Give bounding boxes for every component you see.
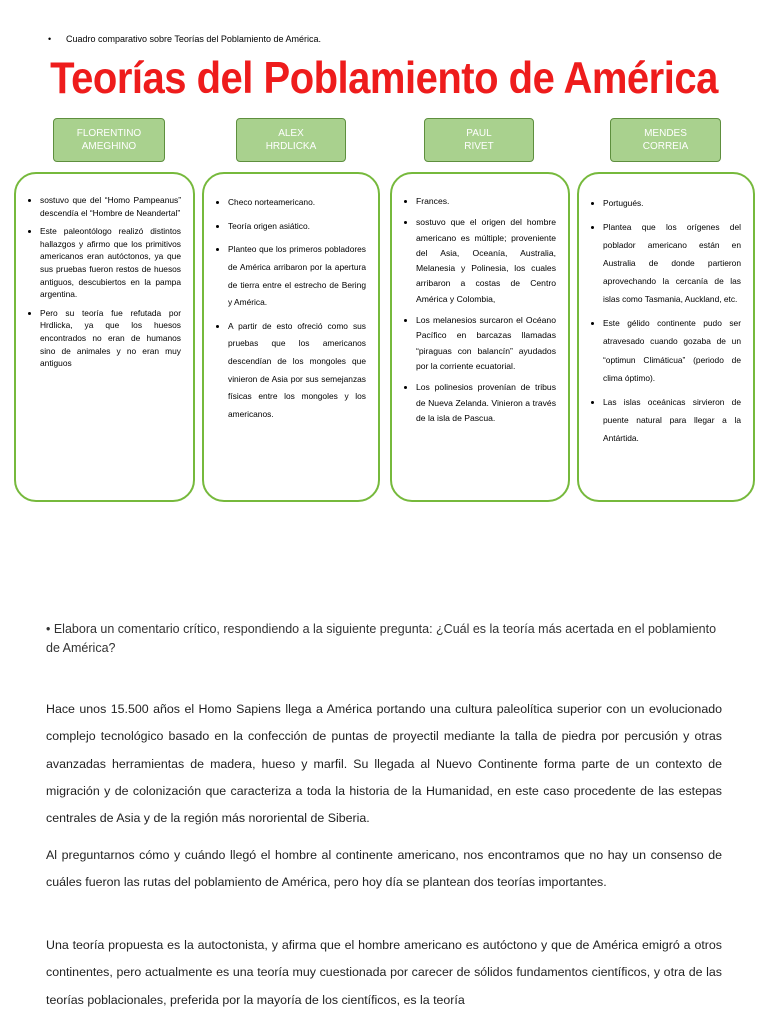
list-item: • Este gélido continente pudo ser atravesado cuando gozaba de un “optimun Climáticua” (periodo de clima óptimo). (603, 314, 741, 386)
header-line: CORREIA (642, 141, 689, 152)
card-correia (577, 172, 755, 502)
list-item: • sostuvo que del “Homo Pampeanus” descendía el “Hombre de Neandertal” (40, 194, 181, 219)
header-line: HRDLICKA (265, 141, 317, 152)
paragraph: Al preguntarnos cómo y cuándo llegó el hombre al continente americano, nos encontramos que no hay un consenso de cuáles fueron las rutas del poblamiento de América, pero hoy día se plantean dos teorías importantes. (46, 848, 722, 890)
list-item: • Las islas oceánicas sirvieron de puente natural para llegar a la Antártida. (603, 393, 741, 447)
header-correia (610, 118, 721, 162)
top-note (48, 34, 321, 44)
header-line: AMEGHINO (81, 141, 137, 152)
list-item: • Frances. (416, 194, 556, 209)
header-line: ALEX (278, 127, 304, 139)
list-item: • Los melanesios surcaron el Océano Pacífico en barcazas llamadas “piraguas con balancín” ayudados por la corriente ecuatorial. (416, 313, 556, 374)
paragraph: Hace unos 15.500 años el Homo Sapiens llega a América portando una cultura paleolítica superior con un evolucionado complejo tecnológico basado en la confección de puntas de proyectil mediante la talla de piedra por percusión y otras avanzadas herramientas de madera, hueso y marfil. Su llegada al Nuevo Continente forma parte de un contexto de migración y de colonización que caracteriza a toda la historia de la Humanidad, en este caso procedente de las estepas centrales de Asia y de la región más nororiental de Siberia. (46, 702, 722, 826)
card-rivet (390, 172, 570, 502)
header-ameghino (53, 118, 165, 162)
list-item: • sostuvo que el origen del hombre americano es múltiple; proveniente del Asia, Oceanía, Australia, Melanesia y Polinesia, los cuales arribaron a costas de Centro América y Colombia, (416, 215, 556, 307)
header-rivet (424, 118, 534, 162)
list-item: • A partir de esto ofreció como sus pruebas que los americanos descendían de los mongoles que vinieron de Asia por sus semejanzas físicas entre los mongoles y los americanos. (228, 318, 366, 424)
list-item: • Planteo que los primeros pobladores de América arribaron por la apertura de tierra entre el estrecho de Bering y América. (228, 241, 366, 312)
bullet-icon: • (48, 34, 52, 44)
list-item: • Pero su teoría fue refutada por Hrdlicka, ya que los huesos encontrados no eran de humanos sino de animales y no eran muy antiguos (40, 307, 181, 370)
top-note-text: Cuadro comparativo sobre Teorías del Poblamiento de América. (66, 34, 321, 44)
list-item: • Los polinesios provenían de tribus de Nueva Zelanda. Vinieron a través de la isla de Pascua. (416, 380, 556, 426)
header-line: PAUL (466, 127, 492, 139)
question-prompt: • Elabora un comentario crítico, respondiendo a la siguiente pregunta: ¿Cuál es la teoría más acertada en el poblamiento de América? (46, 622, 717, 656)
card-ameghino (14, 172, 195, 502)
list-item: • Plantea que los orígenes del poblador americano están en Australia de donde partieron aprovechando la cercanía de las islas como Tasmania, Auckland, etc. (603, 218, 741, 308)
paragraph: Una teoría propuesta es la autoctonista, y afirma que el hombre americano es autóctono y que de América emigró a otros continentes, pero actualmente es una teoría muy cuestionada por carecer de sólidos fundamentos científicos, y otra de las teorías poblacionales, preferida por la mayoría de los científicos, es la teoría (46, 938, 722, 1007)
header-line: RIVET (464, 141, 494, 152)
list-item: • Checo norteamericano. (228, 194, 366, 212)
header-hrdlicka (236, 118, 346, 162)
header-line: FLORENTINO (76, 127, 142, 139)
header-line: MENDES (644, 127, 687, 139)
list-item: • Portugués. (603, 194, 741, 212)
page-title: Teorías del Poblamiento de América (50, 53, 718, 104)
list-item: • Teoría origen asiático. (228, 218, 366, 236)
list-item: • Este paleontólogo realizó distintos hallazgos y afirmo que los primitivos americanos eran autóctonos, ya que sus pruebas fueron restos de huesos antiguos, descubiertos en la pampa argentina. (40, 225, 181, 301)
card-hrdlicka (202, 172, 380, 502)
